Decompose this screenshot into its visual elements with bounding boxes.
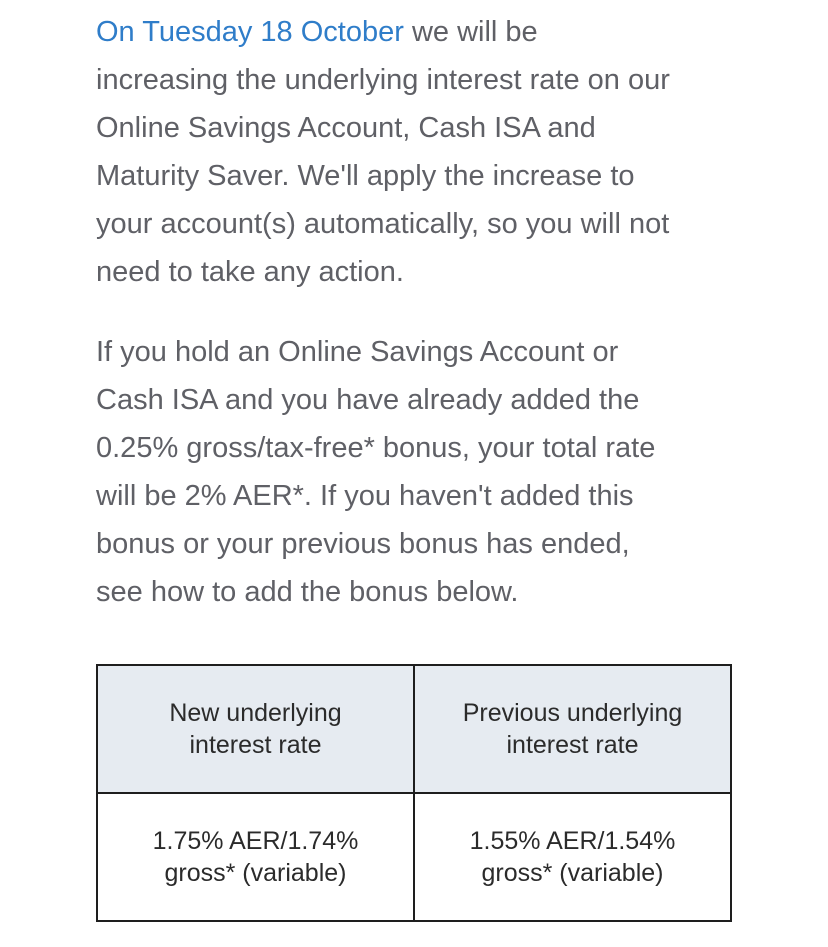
- paragraph-line: Cash ISA and you have already added the: [96, 384, 640, 416]
- date-link[interactable]: On Tuesday 18 October: [96, 16, 404, 48]
- paragraph-line: Maturity Saver. We'll apply the increase to: [96, 160, 635, 192]
- new-rate-header: [97, 665, 414, 793]
- header-line: interest rate: [189, 731, 322, 759]
- previous-rate-header: [414, 665, 731, 793]
- paragraph-line: increasing the underlying interest rate on our: [96, 64, 670, 96]
- paragraph-text: we will be: [403, 16, 538, 48]
- header-line: New underlying: [169, 699, 342, 727]
- rate-increase-paragraph: [96, 8, 746, 296]
- paragraph-line: your account(s) automatically, so you will not: [96, 208, 670, 240]
- new-rate-value: [97, 793, 414, 921]
- paragraph-line: see how to add the bonus below.: [96, 576, 519, 608]
- paragraph-line: bonus or your previous bonus has ended,: [96, 528, 630, 560]
- table-header-row: [97, 665, 731, 793]
- paragraph-line: will be 2% AER*. If you haven't added this: [96, 480, 634, 512]
- paragraph-line: Online Savings Account, Cash ISA and: [96, 112, 596, 144]
- header-line: Previous underlying: [462, 699, 683, 727]
- cell-line: 1.55% AER/1.54%: [469, 827, 676, 855]
- cell-line: gross* (variable): [481, 859, 664, 887]
- paragraph-line: 0.25% gross/tax-free* bonus, your total rate: [96, 432, 656, 464]
- paragraph-line: [96, 8, 746, 56]
- paragraph-line: need to take any action.: [96, 256, 404, 288]
- cell-line: gross* (variable): [164, 859, 347, 887]
- previous-rate-value: [414, 793, 731, 921]
- interest-rate-table: [96, 664, 732, 922]
- email-body: [96, 8, 746, 616]
- header-line: interest rate: [506, 731, 639, 759]
- table-row: [97, 793, 731, 921]
- paragraph-line: If you hold an Online Savings Account or: [96, 336, 619, 368]
- bonus-paragraph: [96, 328, 746, 616]
- cell-line: 1.75% AER/1.74%: [152, 827, 359, 855]
